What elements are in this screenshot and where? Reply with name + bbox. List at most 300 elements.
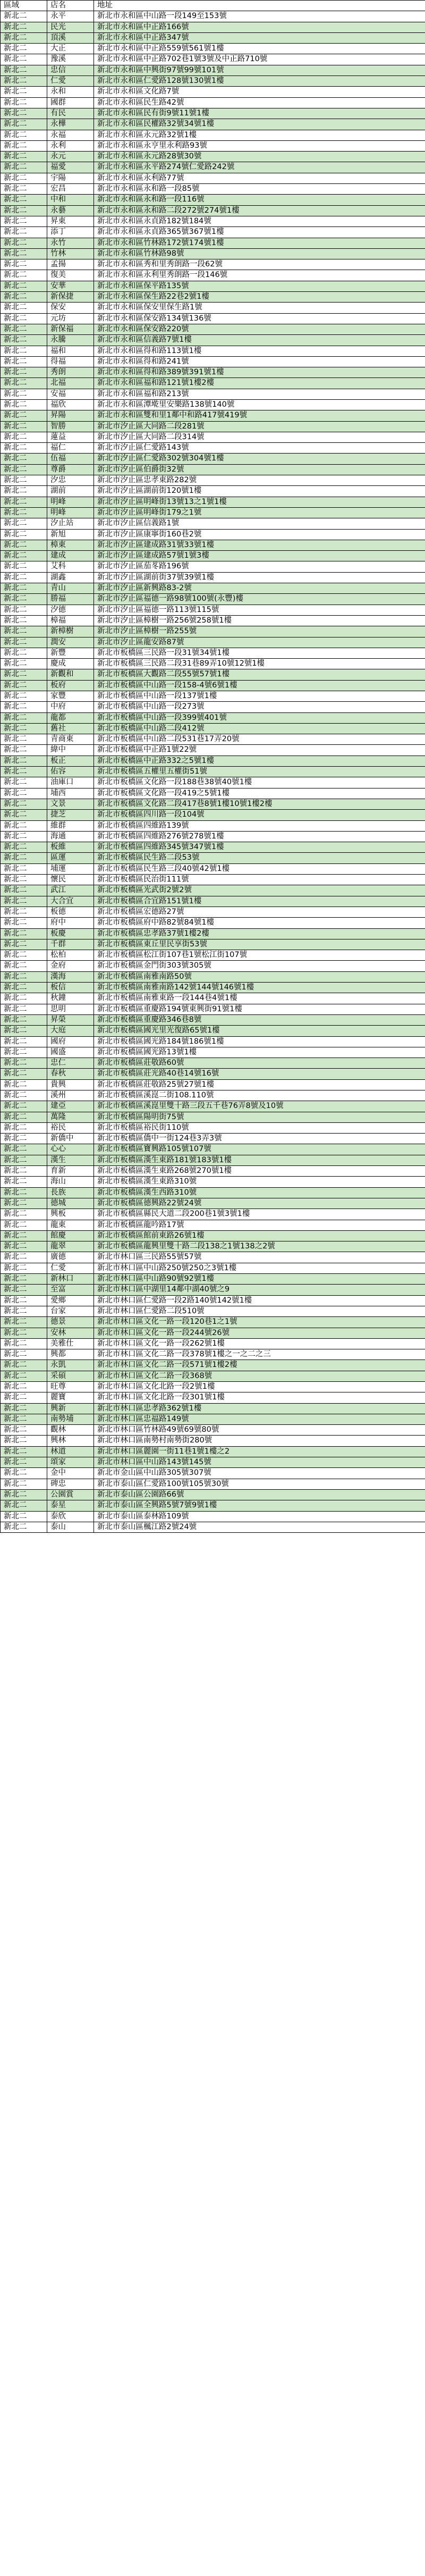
cell-region: 新北二 [1, 788, 47, 799]
cell-region: 新北二 [1, 1177, 47, 1187]
cell-address: 新北市板橋區中山路一段137號1樓 [94, 691, 425, 702]
cell-address: 新北市板橋區宏德路27號 [94, 907, 425, 917]
cell-region: 新北二 [1, 594, 47, 605]
cell-region: 新北二 [1, 1047, 47, 1058]
table-row [1, 11, 425, 22]
table-row [1, 162, 425, 173]
cell-region: 新北二 [1, 993, 47, 1004]
table-row [1, 842, 425, 853]
table-row [1, 1198, 425, 1209]
table-row [1, 238, 425, 248]
table-row [1, 1058, 425, 1069]
cell-region: 新北二 [1, 939, 47, 950]
cell-store: 大合宜 [47, 896, 94, 907]
cell-address: 新北市永和區中正路166號 [94, 22, 425, 32]
cell-region: 新北二 [1, 605, 47, 615]
cell-store: 永樺 [47, 119, 94, 130]
table-row [1, 1134, 425, 1144]
table-row [1, 767, 425, 777]
cell-region: 新北二 [1, 875, 47, 885]
cell-store: 新僑中 [47, 1134, 94, 1144]
cell-region: 新北二 [1, 1338, 47, 1349]
cell-address: 新北市汐止區明峰街179之1號 [94, 507, 425, 518]
cell-store: 麗寶 [47, 1392, 94, 1403]
table-row [1, 918, 425, 928]
cell-store: 新保捷 [47, 292, 94, 303]
cell-store: 福仁 [47, 443, 94, 454]
cell-address: 新北市林口區忠孝路362號1樓 [94, 1403, 425, 1414]
table-row [1, 227, 425, 238]
cell-address: 新北市板橋區莊敬路25號27號1樓 [94, 1079, 425, 1090]
cell-region: 新北二 [1, 983, 47, 993]
cell-store: 青山 [47, 583, 94, 594]
table-row [1, 1220, 425, 1230]
cell-store: 海山 [47, 1177, 94, 1187]
cell-address: 新北市永和區文化路7號 [94, 87, 425, 97]
cell-store: 國府 [47, 1036, 94, 1047]
table-row [1, 205, 425, 216]
cell-region: 新北二 [1, 1295, 47, 1306]
cell-store: 孟揚 [47, 259, 94, 270]
table-row [1, 1230, 425, 1241]
table-row [1, 1468, 425, 1479]
table-row [1, 1112, 425, 1122]
cell-address: 新北市板橋區僑中一街124巷3弄3號 [94, 1134, 425, 1144]
cell-store: 秀朗 [47, 367, 94, 378]
cell-region: 新北二 [1, 702, 47, 712]
cell-store: 裕民 [47, 1122, 94, 1133]
table-row [1, 1403, 425, 1414]
cell-address: 新北市板橋區文化路一段419之5號1樓 [94, 788, 425, 799]
cell-store: 得福 [47, 356, 94, 367]
cell-address: 新北市永和區潭墘里安樂路138號140號 [94, 399, 425, 410]
cell-address: 新北市永和區信義路7號1樓 [94, 335, 425, 346]
cell-address: 新北市林口區文化二路一段378號1樓之一之二之三 [94, 1349, 425, 1360]
cell-address: 新北市永和區保安路134號136號 [94, 313, 425, 324]
cell-address: 新北市汐止區樟樹一路255號 [94, 626, 425, 637]
cell-store: 愛鄉 [47, 1295, 94, 1306]
cell-store: 永元 [47, 152, 94, 162]
cell-region: 新北二 [1, 918, 47, 928]
table-row [1, 615, 425, 626]
cell-region: 新北二 [1, 378, 47, 389]
cell-address: 新北市林口區中山路250號250之3號1樓 [94, 1263, 425, 1273]
cell-store: 汐忠 [47, 475, 94, 486]
cell-region: 新北二 [1, 162, 47, 173]
table-row [1, 313, 425, 324]
cell-region: 新北二 [1, 723, 47, 734]
cell-store: 興板 [47, 1209, 94, 1220]
cell-store: 泰山 [47, 1522, 94, 1532]
cell-region: 新北二 [1, 1457, 47, 1468]
table-row [1, 702, 425, 712]
cell-region: 新北二 [1, 1489, 47, 1500]
cell-address: 新北市林口區文化一路一段262號1樓 [94, 1338, 425, 1349]
cell-store: 伍福 [47, 454, 94, 464]
cell-region: 新北二 [1, 1014, 47, 1025]
cell-address: 新北市板橋區大觀路二段55號57號1樓 [94, 669, 425, 680]
cell-address: 新北市永和區永亨里永利路93號 [94, 140, 425, 151]
cell-region: 新北二 [1, 1069, 47, 1079]
cell-store: 勝福 [47, 594, 94, 605]
table-row [1, 810, 425, 820]
cell-address: 新北市永和區永貞路182號184號 [94, 216, 425, 226]
cell-region: 新北二 [1, 54, 47, 65]
table-row [1, 432, 425, 442]
cell-region: 新北二 [1, 22, 47, 32]
cell-region: 新北二 [1, 44, 47, 54]
cell-address: 新北市板橋區中山路二段531巷17弄20號 [94, 734, 425, 745]
cell-store: 昇榮 [47, 1014, 94, 1025]
cell-address: 新北市板橋區縣民大道二段200巷1號3號1樓 [94, 1209, 425, 1220]
cell-store: 廣德 [47, 1252, 94, 1263]
table-row [1, 1155, 425, 1165]
cell-region: 新北二 [1, 626, 47, 637]
table-row [1, 270, 425, 281]
cell-store: 國群 [47, 97, 94, 108]
cell-region: 新北二 [1, 1026, 47, 1036]
table-row [1, 1306, 425, 1316]
cell-region: 新北二 [1, 1166, 47, 1177]
cell-region: 新北二 [1, 907, 47, 917]
cell-store: 青商東 [47, 734, 94, 745]
cell-address: 新北市板橋區漢生東路310號 [94, 1177, 425, 1187]
cell-store: 公園賞 [47, 1489, 94, 1500]
table-row [1, 65, 425, 75]
table-row [1, 1317, 425, 1328]
cell-address: 新北市汐止區康寧街160巷2號 [94, 529, 425, 540]
cell-store: 龍翠 [47, 1241, 94, 1252]
table-row [1, 572, 425, 583]
table-row [1, 680, 425, 691]
table-row [1, 1285, 425, 1295]
cell-address: 新北市汐止區福德一路98號100號(永豐)樓 [94, 594, 425, 605]
cell-address: 新北市板橋區溪崑二街108.110號 [94, 1090, 425, 1101]
cell-region: 新北二 [1, 486, 47, 497]
cell-address: 新北市板橋區中山路一段399號401號 [94, 712, 425, 723]
cell-region: 新北二 [1, 1328, 47, 1338]
table-row [1, 1014, 425, 1025]
table-row [1, 97, 425, 108]
cell-address: 新北市板橋區府中路82號84號1樓 [94, 918, 425, 928]
cell-store: 區運 [47, 853, 94, 863]
cell-store: 頌家 [47, 1457, 94, 1468]
cell-address: 新北市汐止區信義路1號 [94, 518, 425, 529]
cell-store: 仁愛 [47, 76, 94, 87]
cell-store: 福愛 [47, 162, 94, 173]
cell-store: 德城 [47, 1198, 94, 1209]
table-row [1, 335, 425, 346]
cell-address: 新北市汐止區仁愛路302號304號1樓 [94, 454, 425, 464]
table-row [1, 745, 425, 756]
cell-region: 新北二 [1, 1360, 47, 1371]
cell-address: 新北市林口區竹林路49號69號80號 [94, 1425, 425, 1436]
cell-address: 新北市永和區中正路347號 [94, 32, 425, 43]
cell-region: 新北二 [1, 1371, 47, 1381]
cell-store: 添丁 [47, 227, 94, 238]
cell-store: 大正 [47, 44, 94, 54]
table-row [1, 885, 425, 896]
cell-store: 明峰 [47, 507, 94, 518]
cell-store: 泰欣 [47, 1511, 94, 1522]
cell-store: 旺尊 [47, 1382, 94, 1392]
cell-store: 建成 [47, 551, 94, 561]
cell-address: 新北市汐止區福德一路113號115號 [94, 605, 425, 615]
cell-region: 新北二 [1, 777, 47, 788]
cell-store: 湖鑫 [47, 572, 94, 583]
cell-region: 新北二 [1, 745, 47, 756]
table-row [1, 475, 425, 486]
cell-store: 德景 [47, 1317, 94, 1328]
table-row [1, 410, 425, 421]
cell-store: 樟東 [47, 540, 94, 550]
cell-address: 新北市汐止區明峰街13號13之1號1樓 [94, 497, 425, 507]
cell-store: 智勝 [47, 421, 94, 432]
cell-address: 新北市永和區永利路77號 [94, 173, 425, 183]
cell-address: 新北市林口區中山路143號145號 [94, 1457, 425, 1468]
cell-store: 緯中 [47, 745, 94, 756]
cell-region: 新北二 [1, 799, 47, 809]
cell-store: 慶成 [47, 659, 94, 669]
table-row [1, 971, 425, 982]
cell-region: 新北二 [1, 475, 47, 486]
table-row [1, 529, 425, 540]
cell-store: 林道 [47, 1446, 94, 1457]
cell-region: 新北二 [1, 1392, 47, 1403]
table-row [1, 928, 425, 939]
cell-store: 油庫口 [47, 777, 94, 788]
table-row [1, 734, 425, 745]
cell-region: 新北二 [1, 497, 47, 507]
table-row [1, 1479, 425, 1489]
cell-store: 育新 [47, 1166, 94, 1177]
cell-region: 新北二 [1, 896, 47, 907]
table-row [1, 454, 425, 464]
cell-region: 新北二 [1, 227, 47, 238]
table-row [1, 303, 425, 313]
cell-store: 龍都 [47, 712, 94, 723]
table-row [1, 659, 425, 669]
table-row [1, 216, 425, 226]
cell-address: 新北市板橋區金門街303號305號 [94, 961, 425, 971]
cell-address: 新北市板橋區文化路一段188巷38號40號1樓 [94, 777, 425, 788]
cell-store: 北福 [47, 378, 94, 389]
cell-region: 新北二 [1, 885, 47, 896]
cell-store: 蓮益 [47, 432, 94, 442]
cell-region: 新北二 [1, 853, 47, 863]
cell-region: 新北二 [1, 119, 47, 130]
table-row [1, 799, 425, 809]
cell-region: 新北二 [1, 1252, 47, 1263]
cell-store: 永平 [47, 11, 94, 22]
header-region: 區域 [1, 1, 47, 11]
cell-region: 新北二 [1, 680, 47, 691]
table-row [1, 1414, 425, 1424]
cell-store: 館慶 [47, 1230, 94, 1241]
cell-address: 新北市泰山區全興路5號7號9號1樓 [94, 1500, 425, 1511]
cell-address: 新北市永和區永利里秀朗路一段146號 [94, 270, 425, 281]
cell-store: 新觀和 [47, 669, 94, 680]
cell-region: 新北二 [1, 583, 47, 594]
cell-store: 興林 [47, 1436, 94, 1446]
cell-store: 佑容 [47, 767, 94, 777]
table-row [1, 1026, 425, 1036]
table-row [1, 1166, 425, 1177]
table-row [1, 507, 425, 518]
table-row [1, 1187, 425, 1198]
table-row [1, 648, 425, 658]
cell-address: 新北市汐止區樟樹一路256號258號1樓 [94, 615, 425, 626]
cell-store: 永騰 [47, 335, 94, 346]
cell-address: 新北市永和區雙和里1鄰中和路417號419號 [94, 410, 425, 421]
cell-address: 新北市板橋區漢生東路268號270號1樓 [94, 1166, 425, 1177]
cell-store: 新林口 [47, 1274, 94, 1285]
cell-region: 新北二 [1, 1187, 47, 1198]
cell-store: 捷芝 [47, 810, 94, 820]
cell-region: 新北二 [1, 205, 47, 216]
cell-store: 尊爵 [47, 464, 94, 475]
table-row [1, 356, 425, 367]
table-row [1, 22, 425, 32]
cell-address: 新北市永和區永和路二段272號274號1樓 [94, 205, 425, 216]
table-row [1, 1489, 425, 1500]
table-row [1, 712, 425, 723]
cell-store: 海通 [47, 831, 94, 842]
cell-address: 新北市板橋區東丘里民享街53號 [94, 939, 425, 950]
cell-address: 新北市汐止區忠孝東路282號 [94, 475, 425, 486]
table-row [1, 1425, 425, 1436]
cell-address: 新北市汐止區伯爵街32號 [94, 464, 425, 475]
cell-address: 新北市板橋區重慶路346巷8號 [94, 1014, 425, 1025]
cell-address: 新北市林口區文化一路一段120巷1之1號 [94, 1317, 425, 1328]
table-row [1, 32, 425, 43]
cell-store: 萬隆 [47, 1112, 94, 1122]
table-row [1, 281, 425, 291]
cell-store: 永和 [47, 87, 94, 97]
cell-address: 新北市永和區秀和里秀朗路一段62號 [94, 259, 425, 270]
table-row [1, 346, 425, 356]
cell-region: 新北二 [1, 389, 47, 399]
cell-region: 新北二 [1, 1112, 47, 1122]
cell-store: 永凱 [47, 1360, 94, 1371]
table-row [1, 551, 425, 561]
cell-address: 新北市板橋區中山路一段273號 [94, 702, 425, 712]
cell-region: 新北二 [1, 1468, 47, 1479]
cell-store: 思明 [47, 1004, 94, 1014]
cell-region: 新北二 [1, 259, 47, 270]
cell-store: 汐德 [47, 605, 94, 615]
cell-store: 國盛 [47, 1047, 94, 1058]
cell-address: 新北市永和區中興街97號99號101號 [94, 65, 425, 75]
table-row [1, 1252, 425, 1263]
cell-region: 新北二 [1, 810, 47, 820]
table-row [1, 1295, 425, 1306]
cell-address: 新北市板橋區四維路345號347號1樓 [94, 842, 425, 853]
cell-address: 新北市林口區麗園一街11巷1號1樓之2 [94, 1446, 425, 1457]
cell-store: 福欣 [47, 399, 94, 410]
table-row [1, 367, 425, 378]
cell-store: 埔運 [47, 863, 94, 874]
table-row [1, 983, 425, 993]
cell-store: 汐止站 [47, 518, 94, 529]
cell-region: 新北二 [1, 1425, 47, 1436]
table-row [1, 1079, 425, 1090]
cell-store: 心心 [47, 1144, 94, 1155]
cell-region: 新北二 [1, 1230, 47, 1241]
cell-region: 新北二 [1, 659, 47, 669]
cell-region: 新北二 [1, 1500, 47, 1511]
cell-address: 新北市永和區竹林路172號174號1樓 [94, 238, 425, 248]
cell-store: 樟福 [47, 615, 94, 626]
cell-region: 新北二 [1, 669, 47, 680]
table-row [1, 1004, 425, 1014]
cell-address: 新北市金山區中山路305號307號 [94, 1468, 425, 1479]
table-row [1, 1522, 425, 1532]
cell-address: 新北市林口區中湖里14鄰中湖40號之9 [94, 1285, 425, 1295]
cell-region: 新北二 [1, 637, 47, 648]
cell-region: 新北二 [1, 11, 47, 22]
cell-store: 中和 [47, 195, 94, 205]
cell-region: 新北二 [1, 1479, 47, 1489]
cell-region: 新北二 [1, 65, 47, 75]
cell-store: 永福 [47, 130, 94, 140]
cell-store: 板維 [47, 842, 94, 853]
cell-store: 春秋 [47, 1069, 94, 1079]
cell-address: 新北市板橋區中山路一段158-4號6號1樓 [94, 680, 425, 691]
cell-store: 艾科 [47, 561, 94, 572]
cell-store: 台家 [47, 1306, 94, 1316]
cell-region: 新北二 [1, 1036, 47, 1047]
cell-address: 新北市板橋區裕民街110號 [94, 1122, 425, 1133]
cell-address: 新北市板橋區四川路一段104號 [94, 810, 425, 820]
cell-address: 新北市林口區文化北路一段2號1樓 [94, 1382, 425, 1392]
cell-region: 新北二 [1, 1522, 47, 1532]
cell-region: 新北二 [1, 572, 47, 583]
cell-address: 新北市永和區中正路702巷1號3號及中正路710號 [94, 54, 425, 65]
cell-address: 新北市林口區忠福路149號 [94, 1414, 425, 1424]
cell-region: 新北二 [1, 76, 47, 87]
cell-region: 新北二 [1, 1436, 47, 1446]
cell-store: 興新 [47, 1403, 94, 1414]
cell-address: 新北市板橋區南雅南路50號 [94, 971, 425, 982]
cell-region: 新北二 [1, 248, 47, 259]
table-row [1, 76, 425, 87]
cell-region: 新北二 [1, 130, 47, 140]
cell-address: 新北市永和區永元路32號1樓 [94, 130, 425, 140]
cell-region: 新北二 [1, 767, 47, 777]
table-row [1, 756, 425, 766]
header-store: 店名 [47, 1, 94, 11]
cell-region: 新北二 [1, 443, 47, 454]
table-row [1, 961, 425, 971]
cell-address: 新北市永和區竹林路98號 [94, 248, 425, 259]
cell-region: 新北二 [1, 1209, 47, 1220]
cell-region: 新北二 [1, 734, 47, 745]
table-row [1, 1500, 425, 1511]
cell-region: 新北二 [1, 1349, 47, 1360]
cell-address: 新北市板橋區光武街2號2號 [94, 885, 425, 896]
table-row [1, 1338, 425, 1349]
table-row [1, 443, 425, 454]
cell-region: 新北二 [1, 152, 47, 162]
cell-region: 新北二 [1, 1317, 47, 1328]
cell-region: 新北二 [1, 335, 47, 346]
table-row [1, 1209, 425, 1220]
table-row [1, 820, 425, 831]
cell-address: 新北市永和區得和路241號 [94, 356, 425, 367]
table-row [1, 1144, 425, 1155]
cell-store: 安林 [47, 1328, 94, 1338]
